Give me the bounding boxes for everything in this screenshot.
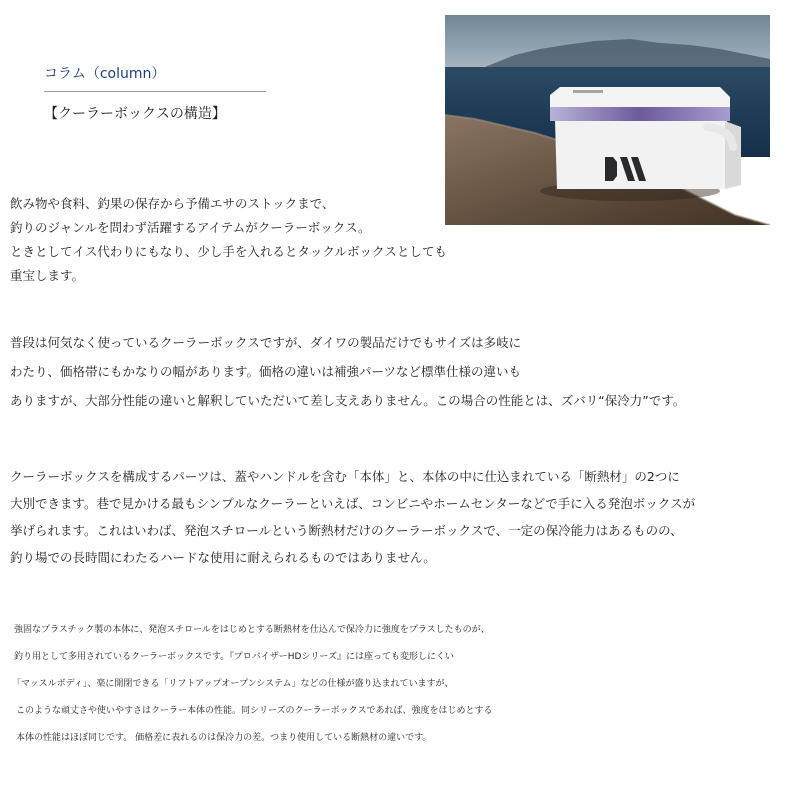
paragraph-line: 普段は何気なく使っているクーラーボックスですが、ダイワの製品だけでもサイズは多岐に	[10, 335, 522, 350]
paragraph-line: 重宝します。	[10, 268, 85, 283]
paragraph-provisor-series	[10, 617, 790, 752]
paragraph-line: ありますが、大部分性能の違いと解釈していただいて差し支えありません。この場合の性能とは、ズバリ“保冷力”です。	[10, 393, 686, 408]
paragraph-line: ときとしてイス代わりにもなり、少し手を入れるとタックルボックスとしても	[10, 244, 447, 259]
paragraph-price-difference	[10, 328, 790, 415]
paragraph-line: クーラーボックスを構成するパーツは、蓋やハンドルを含む「本体」と、本体の中に仕込まれている「断熱材」の2つに	[10, 469, 680, 484]
paragraph-line: 大別できます。巷で見かける最もシンプルなクーラーといえば、コンビニやホームセンターなどで手に入る発泡ボックスが	[10, 496, 696, 511]
paragraph-intro	[10, 192, 790, 288]
paragraph-line: 本体の性能はほぼ同じです。 価格差に表れるのは保冷力の差。つまり使用している断熱材の違いです。	[16, 733, 432, 743]
article-title: 【クーラーボックスの構造】	[44, 106, 226, 122]
paragraph-line: わたり、価格帯にもかなりの幅があります。価格の違いは補強パーツなど標準仕様の違いも	[10, 364, 522, 379]
paragraph-parts	[10, 463, 790, 571]
heading-divider	[44, 91, 266, 92]
paragraph-line: 釣り用として多用されているクーラーボックスです。『プロバイザーHDシリーズ』には座っても変形しにくい	[14, 652, 454, 662]
paragraph-line: 強固なプラスチック製の本体に、発泡スチロールをはじめとする断熱材を仕込んで保冷力に強度をプラスしたものが、	[14, 625, 490, 635]
paragraph-line: 「マッスルボディ」、楽に開閉できる「リフトアップオープンシステム」などの仕様が盛り込まれていますが、	[12, 679, 454, 689]
paragraph-line: 釣り場での長時間にわたるハードな使用に耐えられるものではありません。	[10, 550, 436, 565]
paragraph-line: 挙げられます。これはいわば、発泡スチロールという断熱材だけのクーラーボックスで、一定の保冷能力はあるものの、	[10, 523, 683, 538]
paragraph-line: 飲み物や食料、釣果の保存から予備エサのストックまで、	[10, 196, 335, 211]
paragraph-line: 釣りのジャンルを問わず活躍するアイテムがクーラーボックス。	[10, 220, 371, 235]
column-heading: コラム（column）	[44, 66, 166, 82]
paragraph-line: このような頑丈さや使いやすさはクーラー本体の性能。同シリーズのクーラーボックスであれば、強度をはじめとする	[16, 706, 493, 716]
